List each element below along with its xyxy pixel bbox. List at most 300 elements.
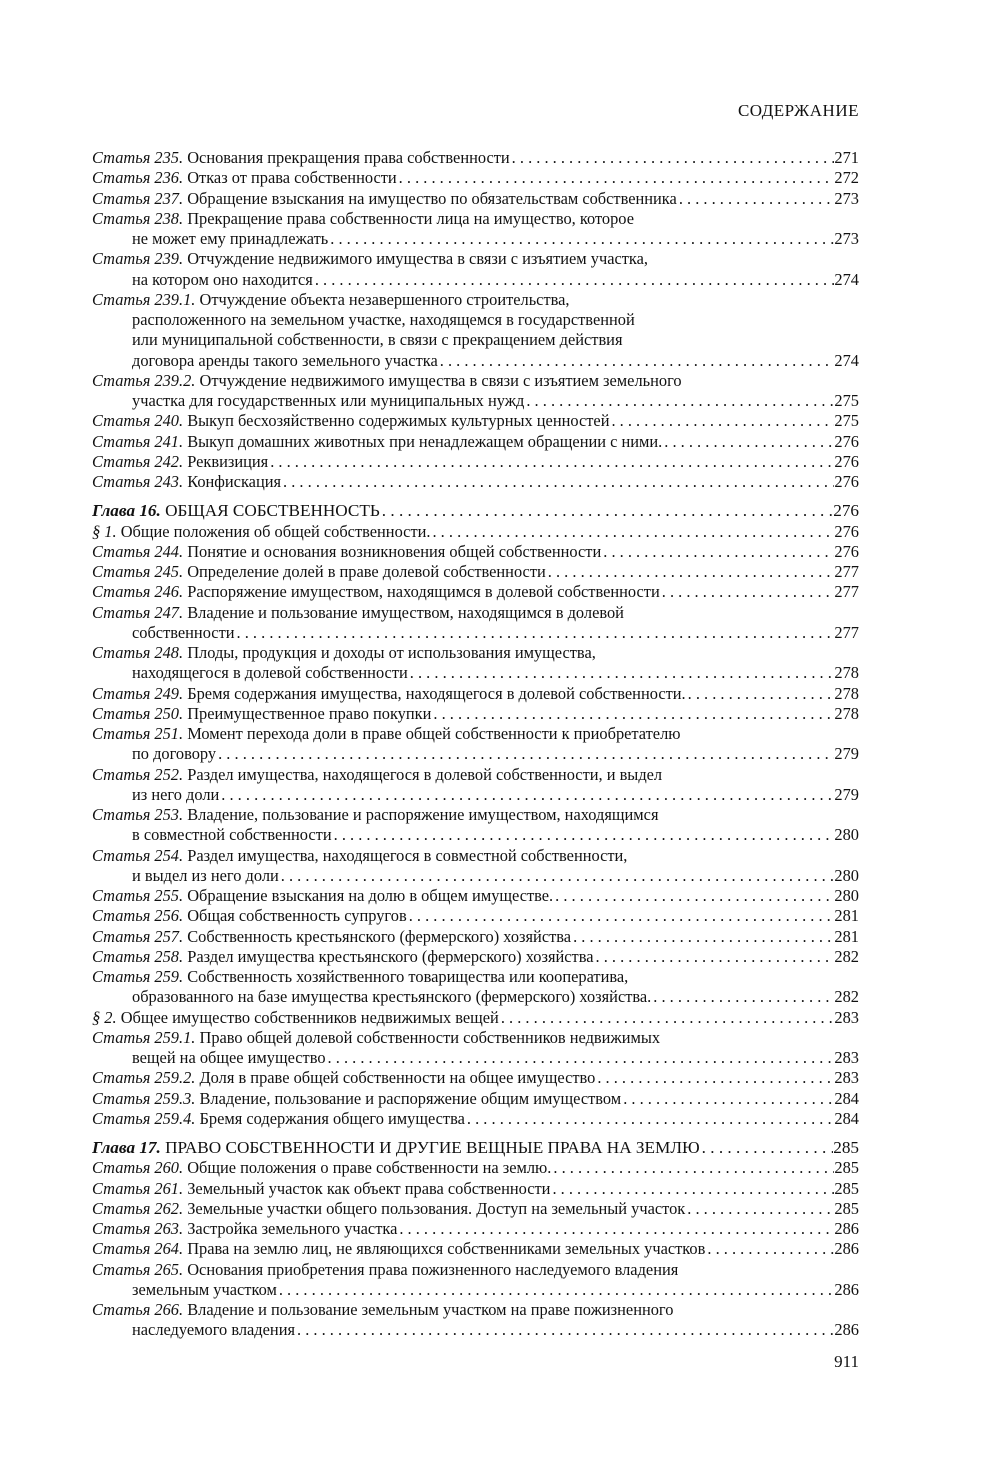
toc-line	[92, 603, 859, 623]
toc-line-text	[132, 623, 235, 643]
toc-page-ref: 277	[834, 582, 859, 602]
toc-entry	[92, 1179, 859, 1199]
toc-line-text	[92, 704, 431, 724]
toc-entry-label: Статья 254.	[92, 845, 184, 865]
toc-line	[92, 1008, 859, 1028]
toc-line	[92, 825, 859, 845]
toc-entry-label: Статья 259.2.	[92, 1068, 196, 1088]
toc-entry-label: Статья 255.	[92, 886, 184, 905]
toc-page-ref: 282	[834, 946, 859, 966]
toc-entry-title: не может ему принадлежать	[132, 229, 329, 248]
toc-entry-title: Плоды, продукция и доходы от использования имущества,	[187, 643, 596, 662]
toc-page-ref: 285	[833, 1138, 859, 1157]
dot-leader	[408, 663, 835, 683]
dot-leader	[431, 704, 834, 724]
dot-leader	[313, 270, 835, 290]
toc-entry-title: ПРАВО СОБСТВЕННОСТИ И ДРУГИЕ ВЕЩНЫЕ ПРАВА НА ЗЕМЛЮ	[165, 1138, 700, 1157]
toc-line-text	[92, 1239, 705, 1259]
toc-entry-label: Статья 243.	[92, 472, 184, 491]
toc-entry-title: Обращение взыскания на имущество по обязательствам собственника	[187, 188, 677, 208]
toc-entry	[92, 472, 859, 492]
dot-leader	[571, 927, 834, 947]
toc-entry	[92, 1089, 859, 1109]
toc-entry-label: Статья 247.	[92, 602, 184, 622]
toc-line	[92, 270, 859, 290]
toc-line	[92, 351, 859, 371]
toc-entry	[92, 1028, 859, 1069]
dot-leader	[295, 1320, 834, 1340]
toc-entry	[92, 886, 859, 906]
toc-entry-title: Доля в праве общей собственности на общее имущество	[199, 1068, 596, 1088]
toc-line	[92, 1028, 859, 1048]
toc-line	[92, 371, 859, 391]
toc-line	[92, 1138, 859, 1158]
toc-entry	[92, 967, 859, 1008]
toc-line-text	[132, 330, 623, 349]
toc-line	[92, 1320, 859, 1340]
dot-leader	[686, 684, 835, 704]
toc-entry	[92, 846, 859, 887]
toc-entry-title: на котором оно находится	[132, 269, 313, 289]
toc-entry-label: § 2.	[92, 1007, 117, 1027]
toc-line-text	[92, 927, 571, 947]
dot-leader	[332, 825, 835, 845]
toc-entry-label: Статья 258.	[92, 946, 184, 966]
toc-line	[92, 846, 859, 866]
toc-line-text	[92, 1028, 660, 1047]
toc-entry-title: Конфискация	[187, 472, 282, 491]
toc-entry-label: Статья 259.	[92, 967, 184, 986]
toc-entry	[92, 1068, 859, 1088]
toc-entry-label: Статья 260.	[92, 1158, 184, 1178]
toc-entry-title: Момент перехода доли в праве общей собственности к приобретателю	[187, 724, 681, 743]
toc-entry-label: Статья 252.	[92, 764, 184, 784]
toc-entry-label: Статья 242.	[92, 451, 184, 471]
toc-entry-label: Статья 239.1.	[92, 289, 196, 309]
toc-line	[92, 866, 859, 886]
toc-entry	[92, 522, 859, 542]
toc-entry	[92, 1260, 859, 1301]
toc-entry-title: Отчуждение недвижимого имущества в связи с изъятием участка,	[187, 249, 648, 269]
toc-entry-title: Владение и пользование имуществом, находящимся в долевой	[187, 602, 624, 622]
toc-entry-title: из него доли	[132, 784, 220, 804]
toc-entry-title: Обращение взыскания на долю в общем имуществе.	[187, 886, 554, 905]
toc-line-text	[92, 472, 281, 492]
toc-line-text	[132, 866, 279, 886]
toc-entry-label: Статья 241.	[92, 431, 184, 451]
toc-entry-title: Преимущественное право покупки	[187, 703, 432, 723]
toc-line-text	[92, 684, 686, 704]
dot-leader	[685, 1199, 834, 1219]
toc-line-text	[92, 522, 430, 542]
toc-page-ref: 275	[834, 411, 859, 431]
toc-entry-title: Общее имущество собственников недвижимых вещей	[120, 1007, 499, 1027]
toc-entry-title: Раздел имущества, находящегося в долевой собственности, и выдел	[187, 764, 663, 784]
toc-line-text	[92, 947, 594, 967]
toc-entry-label: Статья 266.	[92, 1300, 184, 1319]
toc-entry-label: Статья 236.	[92, 168, 184, 188]
toc-entry	[92, 249, 859, 290]
toc-entry-label: Статья 246.	[92, 582, 184, 602]
toc-line-text	[132, 310, 635, 329]
toc-line	[92, 724, 859, 744]
toc-entry-label: Статья 239.	[92, 249, 184, 269]
toc-line-text	[92, 290, 570, 309]
toc-line	[92, 148, 859, 168]
toc-entry-title: Отчуждение объекта незавершенного строительства,	[199, 289, 570, 309]
dot-leader	[219, 785, 834, 805]
toc-entry	[92, 1199, 859, 1219]
toc-line	[92, 927, 859, 947]
toc-entry-title: Бремя содержания общего имущества	[199, 1108, 465, 1128]
toc-page-ref: 284	[834, 1108, 859, 1128]
toc-entry-title: Основания приобретения права пожизненного наследуемого владения	[187, 1259, 679, 1279]
toc-entry-title: в совместной собственности	[132, 825, 332, 845]
toc-entry	[92, 582, 859, 602]
toc-line-text	[132, 1320, 295, 1340]
toc-page-ref: 281	[834, 926, 859, 946]
toc-line-text	[92, 805, 658, 824]
dot-leader	[651, 987, 834, 1007]
toc-line-text	[92, 1158, 551, 1178]
toc-line-text	[92, 603, 624, 622]
toc-line	[92, 1219, 859, 1239]
toc-line	[92, 684, 859, 704]
toc-entry-title: Права на землю лиц, не являющихся собственниками земельных участков	[187, 1239, 706, 1259]
toc-page-ref: 278	[834, 683, 859, 703]
toc-entry-title: ОБЩАЯ СОБСТВЕННОСТЬ	[165, 501, 380, 521]
toc-page-ref: 285	[834, 1158, 859, 1178]
toc-entry-label: Глава 16.	[92, 501, 161, 521]
toc-entry-title: Общие положения о праве собственности на землю.	[187, 1158, 552, 1178]
toc-entry	[92, 805, 859, 846]
dot-leader	[397, 1219, 834, 1239]
toc-line	[92, 432, 859, 452]
dot-leader	[621, 1089, 834, 1109]
toc-entry	[92, 411, 859, 431]
toc-entry-label: Статья 245.	[92, 562, 184, 581]
dot-leader	[677, 189, 835, 209]
toc-entry	[92, 168, 859, 188]
toc-line	[92, 1048, 859, 1068]
dot-leader	[281, 472, 834, 492]
toc-page-ref: 286	[834, 1320, 859, 1340]
toc-page-ref: 286	[834, 1279, 859, 1299]
toc-line	[92, 229, 859, 249]
toc-entry-title: Реквизиция	[187, 451, 269, 471]
toc-page-ref: 280	[834, 825, 859, 845]
toc-line	[92, 805, 859, 825]
toc-entry-title: Земельные участки общего пользования. Доступ на земельный участок	[187, 1198, 686, 1218]
toc-page-ref: 286	[834, 1239, 859, 1259]
toc-line-text	[92, 249, 648, 268]
toc-entry-title: Застройка земельного участка	[187, 1219, 398, 1238]
toc-line-text	[92, 1008, 499, 1028]
toc-page-ref: 276	[834, 431, 859, 451]
toc-line-text	[92, 452, 268, 472]
toc-line-text	[132, 785, 219, 805]
toc-line	[92, 765, 859, 785]
toc-line	[92, 562, 859, 582]
toc-entry	[92, 704, 859, 724]
toc-line	[92, 209, 859, 229]
toc-entry-label: Статья 250.	[92, 703, 184, 723]
toc-entry-title: образованного на базе имущества крестьянского (фермерского) хозяйства.	[132, 987, 652, 1007]
toc-page-ref: 271	[834, 148, 859, 167]
dot-leader	[660, 582, 835, 602]
toc-page-ref: 283	[834, 1068, 859, 1088]
page-number: 911	[834, 1352, 859, 1371]
toc-line	[92, 1260, 859, 1280]
toc-entry	[92, 371, 859, 412]
toc-line-text	[92, 542, 601, 562]
toc-line-text	[132, 987, 651, 1007]
toc-entry	[92, 189, 859, 209]
toc-entry-title: Прекращение права собственности лица на имущество, которое	[187, 208, 634, 228]
dot-leader	[700, 1138, 834, 1158]
toc-entry-label: § 1.	[92, 521, 117, 541]
toc-line-text	[92, 411, 609, 431]
toc-line	[92, 987, 859, 1007]
toc-entry-label: Статья 235.	[92, 148, 184, 167]
toc-line	[92, 290, 859, 310]
toc-page-ref: 281	[834, 906, 859, 926]
toc-chapter	[92, 1138, 859, 1158]
toc-line	[92, 501, 859, 521]
toc-entry	[92, 906, 859, 926]
toc-entry-title: или муниципальной собственности, в связи с прекращением действия	[132, 330, 623, 350]
dot-leader	[609, 411, 834, 431]
toc-line	[92, 785, 859, 805]
toc-line	[92, 744, 859, 764]
dot-leader	[235, 623, 835, 643]
toc-entry	[92, 290, 859, 371]
toc-entry	[92, 947, 859, 967]
toc-page-ref: 283	[834, 1048, 859, 1067]
toc-line-text	[92, 643, 596, 662]
toc-line-text	[92, 148, 510, 168]
dot-leader	[551, 1158, 834, 1178]
toc-entry-title: участка для государственных или муниципальных нужд	[132, 391, 525, 410]
toc-line-text	[132, 825, 332, 845]
dot-leader	[705, 1239, 834, 1259]
toc-line	[92, 1068, 859, 1088]
toc-entry-title: Собственность хозяйственного товарищества или кооператива,	[187, 967, 629, 986]
toc-entry-label: Статья 259.3.	[92, 1088, 196, 1108]
toc-entry-label: Статья 239.2.	[92, 370, 196, 390]
toc-entry-label: Статья 237.	[92, 188, 184, 208]
toc-page-ref: 277	[834, 562, 859, 581]
toc-entry-label: Статья 262.	[92, 1198, 184, 1218]
toc-line	[92, 1280, 859, 1300]
toc-entry	[92, 684, 859, 704]
toc-entry	[92, 1239, 859, 1259]
toc-entry-title: Отказ от права собственности	[187, 168, 397, 188]
toc-line-text	[92, 765, 662, 784]
toc-entry-title: Владение, пользование и распоряжение общим имуществом	[199, 1088, 622, 1108]
toc-entry	[92, 643, 859, 684]
toc-line	[92, 1109, 859, 1129]
toc-line-text	[92, 1068, 595, 1088]
toc-line	[92, 1158, 859, 1178]
toc-entry-title: Владение и пользование земельным участком на праве пожизненного	[187, 1300, 674, 1319]
toc-entry-label: Статья 259.4.	[92, 1108, 196, 1128]
dot-leader	[601, 542, 834, 562]
toc-entry-label: Статья 264.	[92, 1239, 184, 1259]
toc-entry-label: Статья 265.	[92, 1259, 184, 1279]
toc-line	[92, 947, 859, 967]
toc-page-ref: 275	[834, 391, 859, 410]
toc-entry	[92, 148, 859, 168]
dot-leader	[553, 886, 834, 906]
dot-leader	[510, 148, 835, 168]
toc-page-ref: 278	[834, 663, 859, 683]
toc-line-text	[92, 724, 681, 743]
toc-entry	[92, 1300, 859, 1341]
toc-line	[92, 168, 859, 188]
dot-leader	[277, 1280, 835, 1300]
toc-line-text	[132, 391, 524, 411]
dot-leader	[407, 906, 835, 926]
toc-page-ref: 276	[834, 472, 859, 491]
dot-leader	[546, 562, 835, 582]
dot-leader	[595, 1068, 834, 1088]
toc-entry-label: Статья 263.	[92, 1219, 184, 1238]
toc-page-ref: 284	[834, 1088, 859, 1108]
toc-line	[92, 391, 859, 411]
toc-line-text	[132, 663, 408, 683]
toc-entry-title: собственности	[132, 622, 235, 642]
toc-entry-label: Статья 256.	[92, 906, 184, 926]
dot-leader	[430, 522, 834, 542]
toc-line	[92, 1199, 859, 1219]
toc-page-ref: 283	[834, 1007, 859, 1027]
toc-entry-title: Распоряжение имуществом, находящимся в долевой собственности	[187, 582, 660, 602]
toc-line	[92, 906, 859, 926]
toc-entry-title: расположенного на земельном участке, находящемся в государственной	[132, 310, 635, 329]
toc-entry-title: по договору	[132, 744, 217, 764]
toc-line-text	[92, 1219, 397, 1239]
toc-line-text	[92, 1179, 550, 1199]
toc-entry-title: Раздел имущества крестьянского (фермерского) хозяйства	[187, 946, 594, 966]
toc-entry-title: Раздел имущества, находящегося в совместной собственности,	[187, 845, 628, 865]
toc-entry-title: Понятие и основания возникновения общей собственности	[187, 541, 602, 561]
toc-line-text	[92, 1300, 673, 1319]
toc-page-ref: 280	[834, 865, 859, 885]
toc-page-ref: 276	[834, 541, 859, 561]
toc-entry-label: Статья 259.1.	[92, 1027, 196, 1047]
toc-page-ref: 274	[834, 350, 859, 370]
toc-line-text	[92, 846, 627, 865]
toc-entry	[92, 209, 859, 250]
toc-page-ref: 286	[834, 1219, 859, 1238]
toc-entry-title: вещей на общее имущество	[132, 1048, 326, 1067]
toc-page-ref: 280	[834, 886, 859, 905]
toc-line	[92, 663, 859, 683]
toc-entry	[92, 1008, 859, 1028]
toc-page-ref: 276	[834, 451, 859, 471]
toc-line	[92, 249, 859, 269]
toc-entry-title: договора аренды такого земельного участка	[132, 350, 438, 370]
toc-line-text	[92, 562, 546, 582]
toc-page-ref: 278	[834, 703, 859, 723]
toc-line-text	[92, 1089, 621, 1109]
toc-entry-title: Общая собственность супругов	[187, 906, 407, 926]
running-header: СОДЕРЖАНИЕ	[737, 101, 859, 120]
toc-line	[92, 1239, 859, 1259]
toc-line-text	[92, 582, 660, 602]
toc-entry-title: наследуемого владения	[132, 1320, 296, 1340]
toc-line-text	[92, 967, 628, 986]
toc-line-text	[92, 371, 682, 390]
toc-entry	[92, 1158, 859, 1178]
toc-entry-title: Владение, пользование и распоряжение имуществом, находящимся	[187, 805, 659, 824]
toc-line-text	[92, 906, 407, 926]
toc-line-text	[92, 189, 677, 209]
dot-leader	[465, 1109, 835, 1129]
toc-page-ref: 279	[834, 784, 859, 804]
toc-line	[92, 886, 859, 906]
toc-entry-title: Право общей долевой собственности собственников недвижимых	[199, 1027, 661, 1047]
dot-leader	[662, 432, 834, 452]
toc-line	[92, 411, 859, 431]
toc-entry-title: Выкуп домашних животных при ненадлежащем обращении с ними.	[187, 431, 663, 451]
toc-line	[92, 1089, 859, 1109]
toc-line	[92, 643, 859, 663]
toc-page-ref: 273	[834, 229, 859, 248]
dot-leader	[328, 229, 834, 249]
toc-line-text	[92, 1109, 465, 1129]
toc-entry-label: Статья 253.	[92, 805, 184, 824]
toc-line-text	[132, 270, 313, 290]
dot-leader	[550, 1179, 834, 1199]
toc-line	[92, 189, 859, 209]
toc-entry-label: Статья 244.	[92, 541, 184, 561]
dot-leader	[216, 744, 834, 764]
toc-entry-label: Статья 249.	[92, 683, 184, 703]
toc-entry-label: Статья 261.	[92, 1178, 184, 1198]
toc-page-ref: 276	[833, 501, 859, 521]
toc-entry	[92, 765, 859, 806]
toc-entry-title: находящегося в долевой собственности	[132, 663, 408, 683]
dot-leader	[594, 947, 835, 967]
toc-chapter	[92, 501, 859, 521]
toc-line	[92, 704, 859, 724]
toc-entry-label: Статья 248.	[92, 643, 184, 662]
toc-page-ref: 285	[834, 1198, 859, 1218]
toc-line	[92, 310, 859, 330]
dot-leader	[397, 168, 835, 188]
toc-entry-label: Статья 257.	[92, 926, 184, 946]
toc-entry-title: Бремя содержания имущества, находящегося в долевой собственности.	[187, 683, 686, 703]
toc-page-ref: 279	[834, 744, 859, 764]
dot-leader	[524, 391, 834, 411]
toc-line	[92, 452, 859, 472]
dot-leader	[499, 1008, 835, 1028]
toc-line-text	[92, 1138, 700, 1158]
toc-line-text	[92, 1260, 678, 1279]
toc-line-text	[132, 351, 438, 371]
dot-leader	[380, 501, 833, 521]
toc-entry	[92, 542, 859, 562]
toc-entry	[92, 927, 859, 947]
toc-entry-title: Определение долей в праве долевой собственности	[187, 562, 546, 581]
dot-leader	[279, 866, 835, 886]
toc-line	[92, 330, 859, 350]
toc-entry-title: Собственность крестьянского (фермерского) хозяйства	[187, 926, 572, 946]
toc-entry	[92, 1219, 859, 1239]
dot-leader	[438, 351, 835, 371]
